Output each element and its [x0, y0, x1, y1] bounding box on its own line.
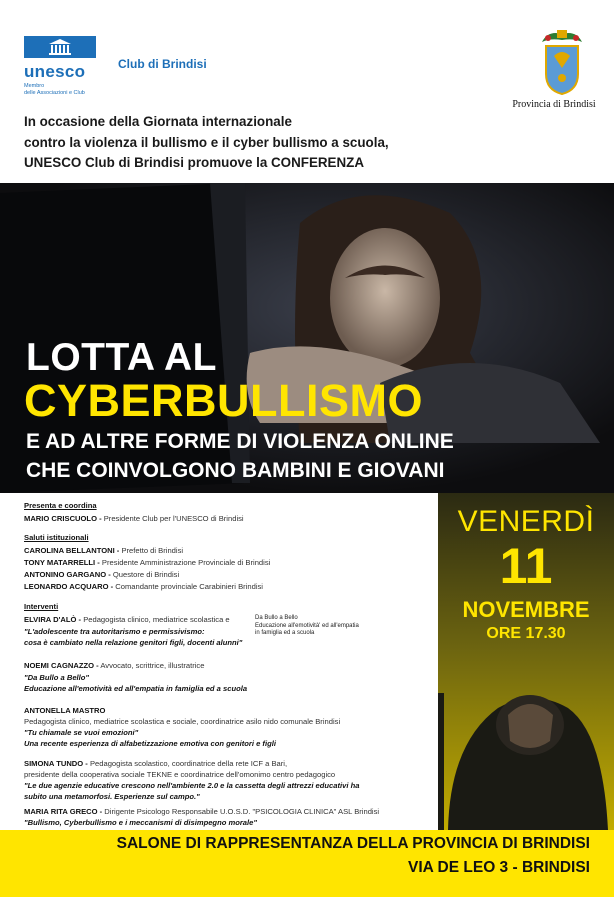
speaker-role: Avvocato, scrittrice, illustratrice	[98, 661, 205, 670]
venue-footer	[0, 830, 614, 897]
talk-title: "L'adolescente tra autoritarismo e permissivismo:	[24, 627, 205, 636]
speaker-name: NOEMI CAGNAZZO -	[24, 661, 99, 670]
speaker-role: Presidente Club per l'UNESCO di Brindisi	[101, 514, 244, 523]
unesco-subtitle-2: delle Associazioni e Club	[24, 90, 85, 96]
speaker-name: ANTONINO GARGANO -	[24, 570, 111, 579]
saluti-heading: Saluti istituzionali	[24, 533, 89, 542]
intervento-line	[24, 759, 287, 768]
speaker-role: Pedagogista clinico, mediatrice scolastica e sociale, coordinatrice asilo nido comunale Brindisi	[24, 717, 341, 726]
unesco-subtitle-1: Membro	[24, 83, 45, 89]
side-note-line: Educazione all'emotività' ed all'empatia	[255, 622, 359, 629]
interventi-heading: Interventi	[24, 602, 59, 611]
side-note-line: in famiglia ed a scuola	[255, 630, 315, 636]
speaker-role: Prefetto di Brindisi	[119, 546, 184, 555]
intervento-line	[24, 661, 204, 670]
province-crest-icon	[538, 28, 586, 96]
event-time: ORE 17.30	[486, 625, 566, 642]
hero-subtitle-line-2: CHE COINVOLGONO BAMBINI E GIOVANI	[26, 459, 445, 482]
speaker-name: LEONARDO ACQUARO -	[24, 582, 114, 591]
speaker-role: Questore di Brindisi	[110, 570, 180, 579]
event-month: NOVEMBRE	[462, 597, 590, 622]
speaker-role: Presidente Amministrazione Provinciale di Brindisi	[99, 558, 271, 567]
intro-text	[24, 112, 494, 174]
header	[0, 0, 614, 183]
speaker-role: Pedagogista clinico, mediatrice scolastica e	[81, 615, 230, 624]
date-panel	[438, 493, 614, 830]
intervento-line	[24, 807, 379, 816]
speaker-name: CAROLINA BELLANTONI -	[24, 546, 120, 555]
event-day-number: 11	[499, 538, 553, 594]
intervento-line	[24, 706, 105, 715]
presenta-line	[24, 514, 244, 523]
saluti-line	[24, 546, 183, 555]
speaker-name: ANTONELLA MASTRO	[24, 706, 106, 715]
hero-banner	[0, 183, 614, 493]
event-day: VENERDÌ	[457, 505, 595, 538]
side-note-line: Da Bullo a Bello	[255, 615, 298, 621]
hero-subtitle-line-1: E AD ALTRE FORME DI VIOLENZA ONLINE	[26, 430, 454, 453]
intervento-line	[24, 615, 230, 624]
club-name: Club di Brindisi	[118, 57, 207, 71]
intro-line: In occasione della Giornata internazionale	[24, 114, 292, 129]
speaker-role: Comandante provinciale Carabinieri Brindisi	[113, 582, 263, 591]
speaker-role: Dirigente Psicologo Responsabile U.O.S.D. "PSICOLOGIA CLINICA" ASL Brindisi	[102, 807, 380, 816]
speaker-name: SIMONA TUNDO -	[24, 759, 88, 768]
speaker-name: TONY MATARRELLI -	[24, 558, 100, 567]
hero-title-line-2: CYBERBULLISMO	[24, 375, 423, 426]
talk-title: cosa è cambiato nella relazione genitori figli, docenti alunni"	[24, 638, 243, 647]
presenta-heading: Presenta e coordina	[24, 501, 97, 510]
saluti-line	[24, 582, 263, 591]
side-note	[255, 615, 359, 638]
talk-title: "Da Bullo a Bello"	[24, 673, 90, 682]
speaker-name: ELVIRA D'ALÒ -	[24, 615, 82, 624]
talk-title: Educazione all'emotività ed all'empatia in famiglia ed a scuola	[24, 684, 248, 693]
speaker-role: Pedagogista scolastico, coordinatrice della rete ICF a Bari,	[87, 759, 288, 768]
unesco-logo	[24, 36, 98, 96]
program-section	[0, 493, 438, 830]
talk-title: Una recente esperienza di alfabetizzazione emotiva con genitori e figli	[24, 739, 276, 748]
venue-name: SALONE DI RAPPRESENTANZA DELLA PROVINCIA DI BRINDISI	[116, 835, 590, 852]
speaker-name: MARIA RITA GRECO -	[24, 807, 103, 816]
speaker-name: MARIO CRISCUOLO -	[24, 514, 102, 523]
unesco-temple-icon	[24, 36, 96, 58]
province-label: Provincia di Brindisi	[512, 99, 596, 110]
talk-title: "Tu chiamale se vuoi emozioni"	[24, 728, 139, 737]
unesco-wordmark: unesco	[24, 62, 86, 81]
intro-line: UNESCO Club di Brindisi promuove la CONFERENZA	[24, 155, 364, 170]
speaker-role: presidente della cooperativa sociale TEKNE e coordinatrice dell'omonimo centro pedagogico	[24, 770, 336, 779]
talk-title: "Le due agenzie educative crescono nell'ambiente 2.0 e la cassetta degli attrezzi educativi ha	[24, 781, 360, 790]
venue-address: VIA DE LEO 3 - BRINDISI	[407, 859, 590, 876]
intro-line: contro la violenza il bullismo e il cyber bullismo a scuola,	[24, 134, 389, 150]
talk-title: subito una metamorfosi. Esperienze sul campo."	[24, 792, 200, 801]
saluti-line	[24, 570, 179, 579]
hero-title-line-1: LOTTA AL	[26, 336, 218, 379]
talk-title: "Bullismo, Cyberbullismo e i meccanismi di disimpegno morale"	[24, 818, 257, 827]
saluti-line	[24, 558, 270, 567]
